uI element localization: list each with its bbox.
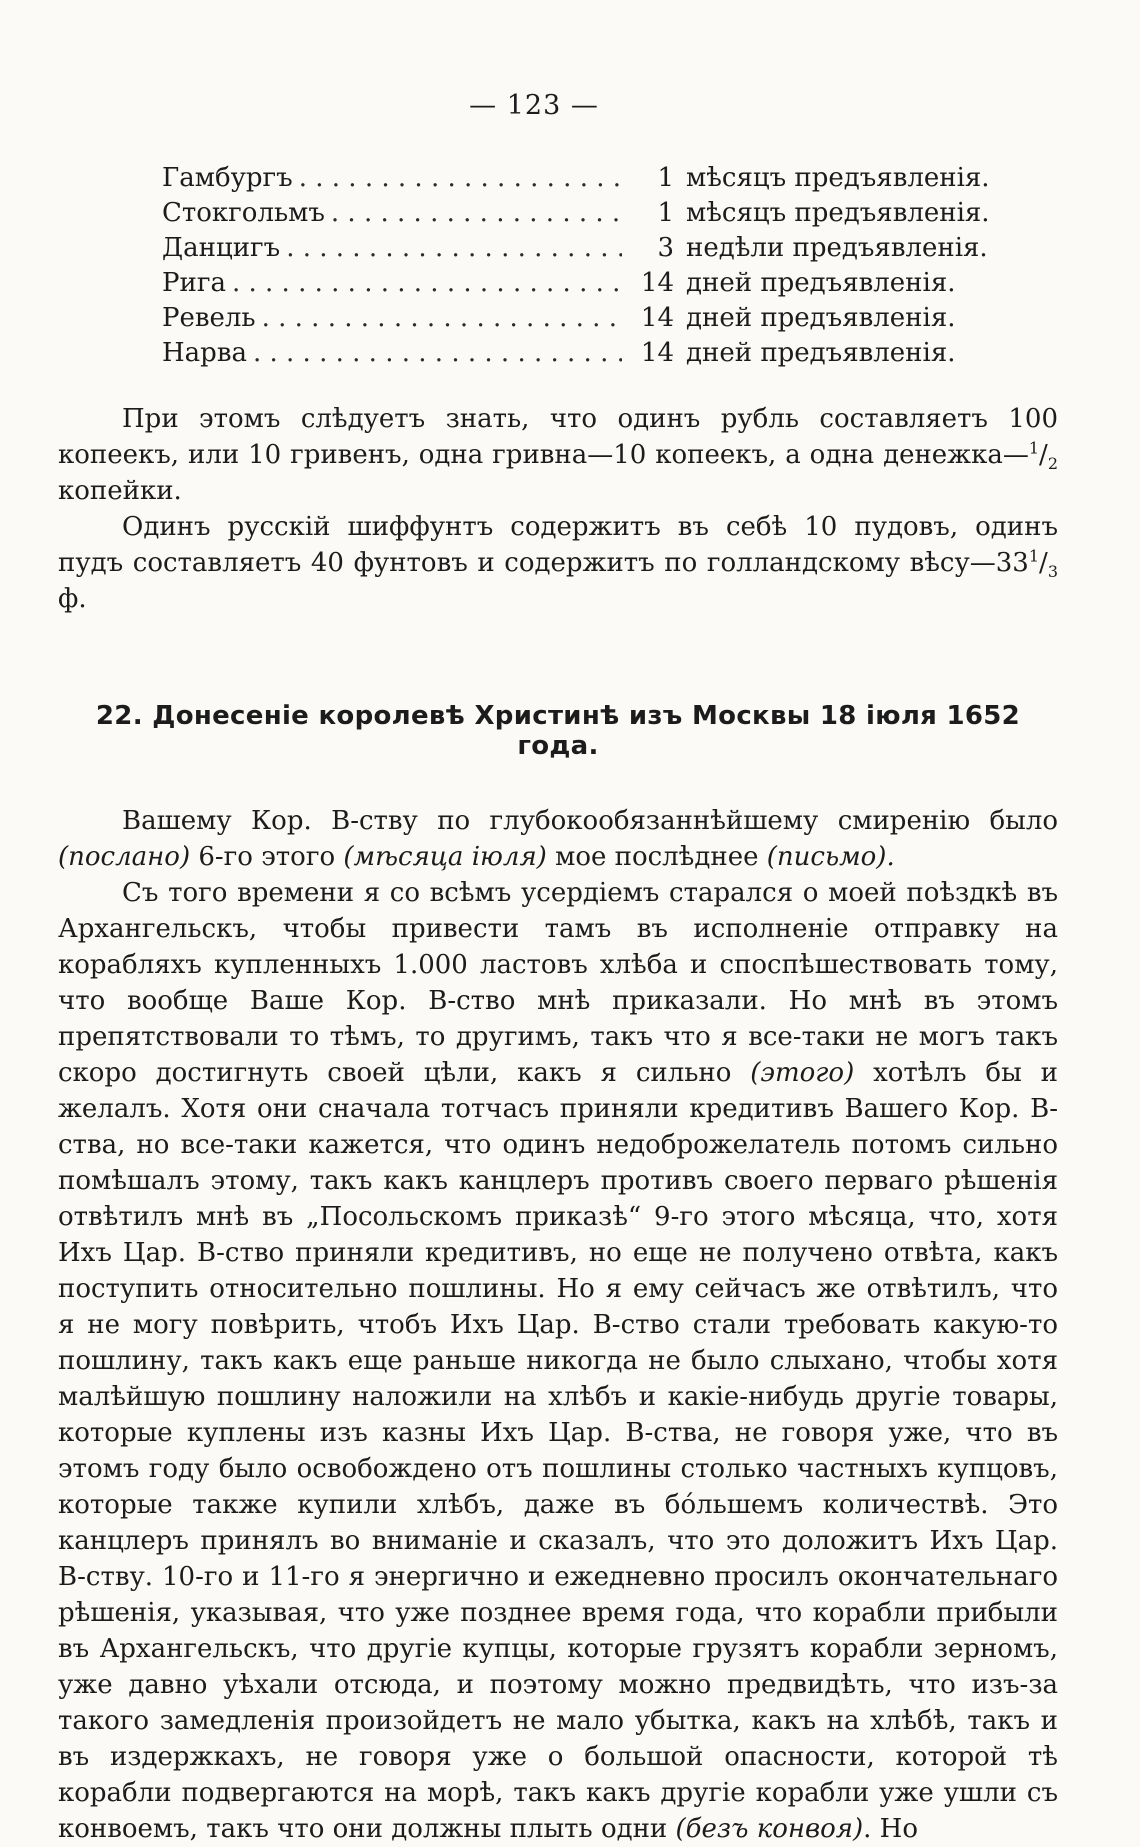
list-item xyxy=(162,231,988,266)
paragraph-text: пудовъ, одинъ пудъ составляетъ 40 фунтовъ и содержитъ по голландскому вѣсу—33 xyxy=(58,512,1058,578)
paragraph-text: ф. xyxy=(58,584,87,614)
fraction-numerator: 1 xyxy=(1028,546,1040,566)
term-value: 14 xyxy=(640,268,674,298)
payment-terms-list xyxy=(162,161,990,371)
fraction-denominator: 3 xyxy=(1047,562,1058,582)
term-city: Данцигъ xyxy=(162,233,281,263)
italic-insertion: (безъ конвоя) xyxy=(675,1814,864,1844)
paragraph-text: Съ того времени я со всѣмъ усердіемъ старался о моей поѣздкѣ въ Архангельскъ, чтобы привести тамъ въ исполненіе отправку на корабляхъ купленныхъ 1.000 ластовъ хлѣба и споспѣшествовать тому, что вообще Ваше Кор. В-ство мнѣ приказали. Но мнѣ въ этомъ препятствовали то тѣмъ, то другимъ, такъ что я все-таки не могъ такъ скоро достигнуть своей цѣли, какъ я сильно xyxy=(58,878,1058,1088)
italic-insertion: (послано) xyxy=(58,842,191,872)
paragraph-text: мое послѣднее xyxy=(546,842,767,872)
leader-dots xyxy=(256,301,622,336)
paragraph-text: Одинъ русскій шиффунтъ содержитъ въ себѣ xyxy=(122,512,805,542)
paragraph-text: хотѣлъ бы и желалъ. Хотя они сначала тотчасъ приняли кредитивъ Вашего Кор. В-ства, но все-таки кажется, что одинъ недоброжелатель потомъ сильно помѣшалъ этому, такъ какъ канцлеръ противъ своего перваго рѣшенія отвѣтилъ мнѣ въ „Посольскомъ приказѣ“ 9-го этого мѣсяца, что, хотя Ихъ Цар. В-ство приняли кредитивъ, но еще не получено отвѣта, какъ поступить относительно пошлины. Но я ему сейчасъ же отвѣтилъ, что я не могу повѣрить, чтобъ Ихъ Цар. В-ство стали требовать какую-то пошлину, такъ какъ еще раньше никогда не было слыхано, чтобы хотя малѣйшую пошлину наложили на хлѣбъ и какіе-нибудь другіе товары, которые куплены изъ казны Ихъ Цар. В-ства, не говоря уже, что въ этомъ году было освобождено отъ пошлины столько частныхъ купцовъ, которые также купили хлѣбъ, даже въ бо́льшемъ количествѣ. Это канцлеръ принялъ во вниманіе и сказалъ, что это доложитъ Ихъ Цар. В-ству. 10-го и 11-го я энергично и ежедневно просилъ окончательнаго рѣшенія, указывая, что уже позднее время года, что корабли прибыли въ Архангельскъ, что другіе купцы, которые грузятъ корабли зерномъ, уже давно уѣхали отсюда, и поэтому можно предвидѣть, что изъ-за такого замедленія произойдетъ не мало убытка, какъ на хлѣбѣ, такъ и въ издержкахъ, не говоря уже о большой опасности, которой тѣ корабли подвергаются на морѣ, такъ какъ другіе корабли уже ушли съ конвоемъ, такъ что они должны плыть одни xyxy=(58,1058,1058,1844)
term-value: 3 xyxy=(657,233,674,263)
fraction-numerator: 1 xyxy=(1028,438,1040,458)
italic-insertion: (этого) xyxy=(750,1058,855,1088)
term-value: 1 xyxy=(657,198,674,228)
paragraph-text: 6-го этого xyxy=(190,842,344,872)
leader-dots xyxy=(280,231,622,266)
term-unit: дней предъявленія. xyxy=(686,303,956,333)
leader-dots xyxy=(226,266,622,301)
paragraph-text: 10 xyxy=(804,512,838,542)
page-number: — 123 — xyxy=(469,90,599,121)
term-unit: мѣсяцъ предъявленія. xyxy=(686,163,990,193)
term-unit: мѣсяцъ предъявленія. xyxy=(686,198,990,228)
letter-paragraph-2 xyxy=(58,875,1058,1847)
list-item xyxy=(162,196,990,231)
italic-insertion: (письмо). xyxy=(766,842,895,872)
paragraph-text: Вашему Кор. В-ству по глубокообязаннѣйшему смиренію было xyxy=(122,806,1058,836)
term-city: Стокгольмъ xyxy=(162,198,325,228)
fraction-denominator: 2 xyxy=(1047,454,1058,474)
leader-dots xyxy=(293,161,622,196)
list-item xyxy=(162,301,982,336)
term-unit: недѣли предъявленія. xyxy=(686,233,988,263)
list-item xyxy=(162,266,982,301)
list-item xyxy=(162,161,990,196)
paragraph-text: При этомъ слѣдуетъ знать, что одинъ рубль составляетъ 100 копеекъ, или 10 гривенъ, одна гривна—10 копеекъ, а одна денежка— xyxy=(58,404,1058,470)
paragraph-text: . Но xyxy=(863,1814,919,1844)
letter-paragraph-1 xyxy=(58,803,1058,875)
section-title: Донесеніе королевѣ Христинѣ изъ Москвы 18 іюля 1652 года. xyxy=(152,701,1021,761)
leader-dots xyxy=(247,336,622,371)
term-city: Нарва xyxy=(162,338,247,368)
term-value: 1 xyxy=(657,163,674,193)
document-page xyxy=(58,90,1058,1847)
section-number: 22. xyxy=(95,701,143,731)
term-unit: дней предъявленія. xyxy=(686,338,956,368)
italic-insertion: (мѣсяца іюля) xyxy=(343,842,547,872)
term-city: Рига xyxy=(162,268,226,298)
section-heading xyxy=(58,701,1058,761)
term-value: 14 xyxy=(640,338,674,368)
weight-paragraph: Одинъ русскій шиффунтъ содержитъ въ себѣ 10 пудовъ, одинъ пудъ составляетъ 40 фунтовъ и содержитъ по голландскому $вѣсу—33^1/_3$ ф. xyxy=(58,512,1058,614)
term-value: 14 xyxy=(640,303,674,333)
paragraph-text: копейки. xyxy=(58,476,182,506)
term-city: Гамбургъ xyxy=(162,163,293,193)
currency-paragraph: При этомъ слѣдуетъ знать, что одинъ рубль составляетъ 100 копеекъ, или 10 гривенъ, одна гривна—10 копеекъ, а одна $денежка—^1/_2$ копейки. xyxy=(58,404,1058,506)
term-city: Ревель xyxy=(162,303,256,333)
leader-dots xyxy=(325,196,622,231)
list-item xyxy=(162,336,982,371)
term-unit: дней предъявленія. xyxy=(686,268,956,298)
